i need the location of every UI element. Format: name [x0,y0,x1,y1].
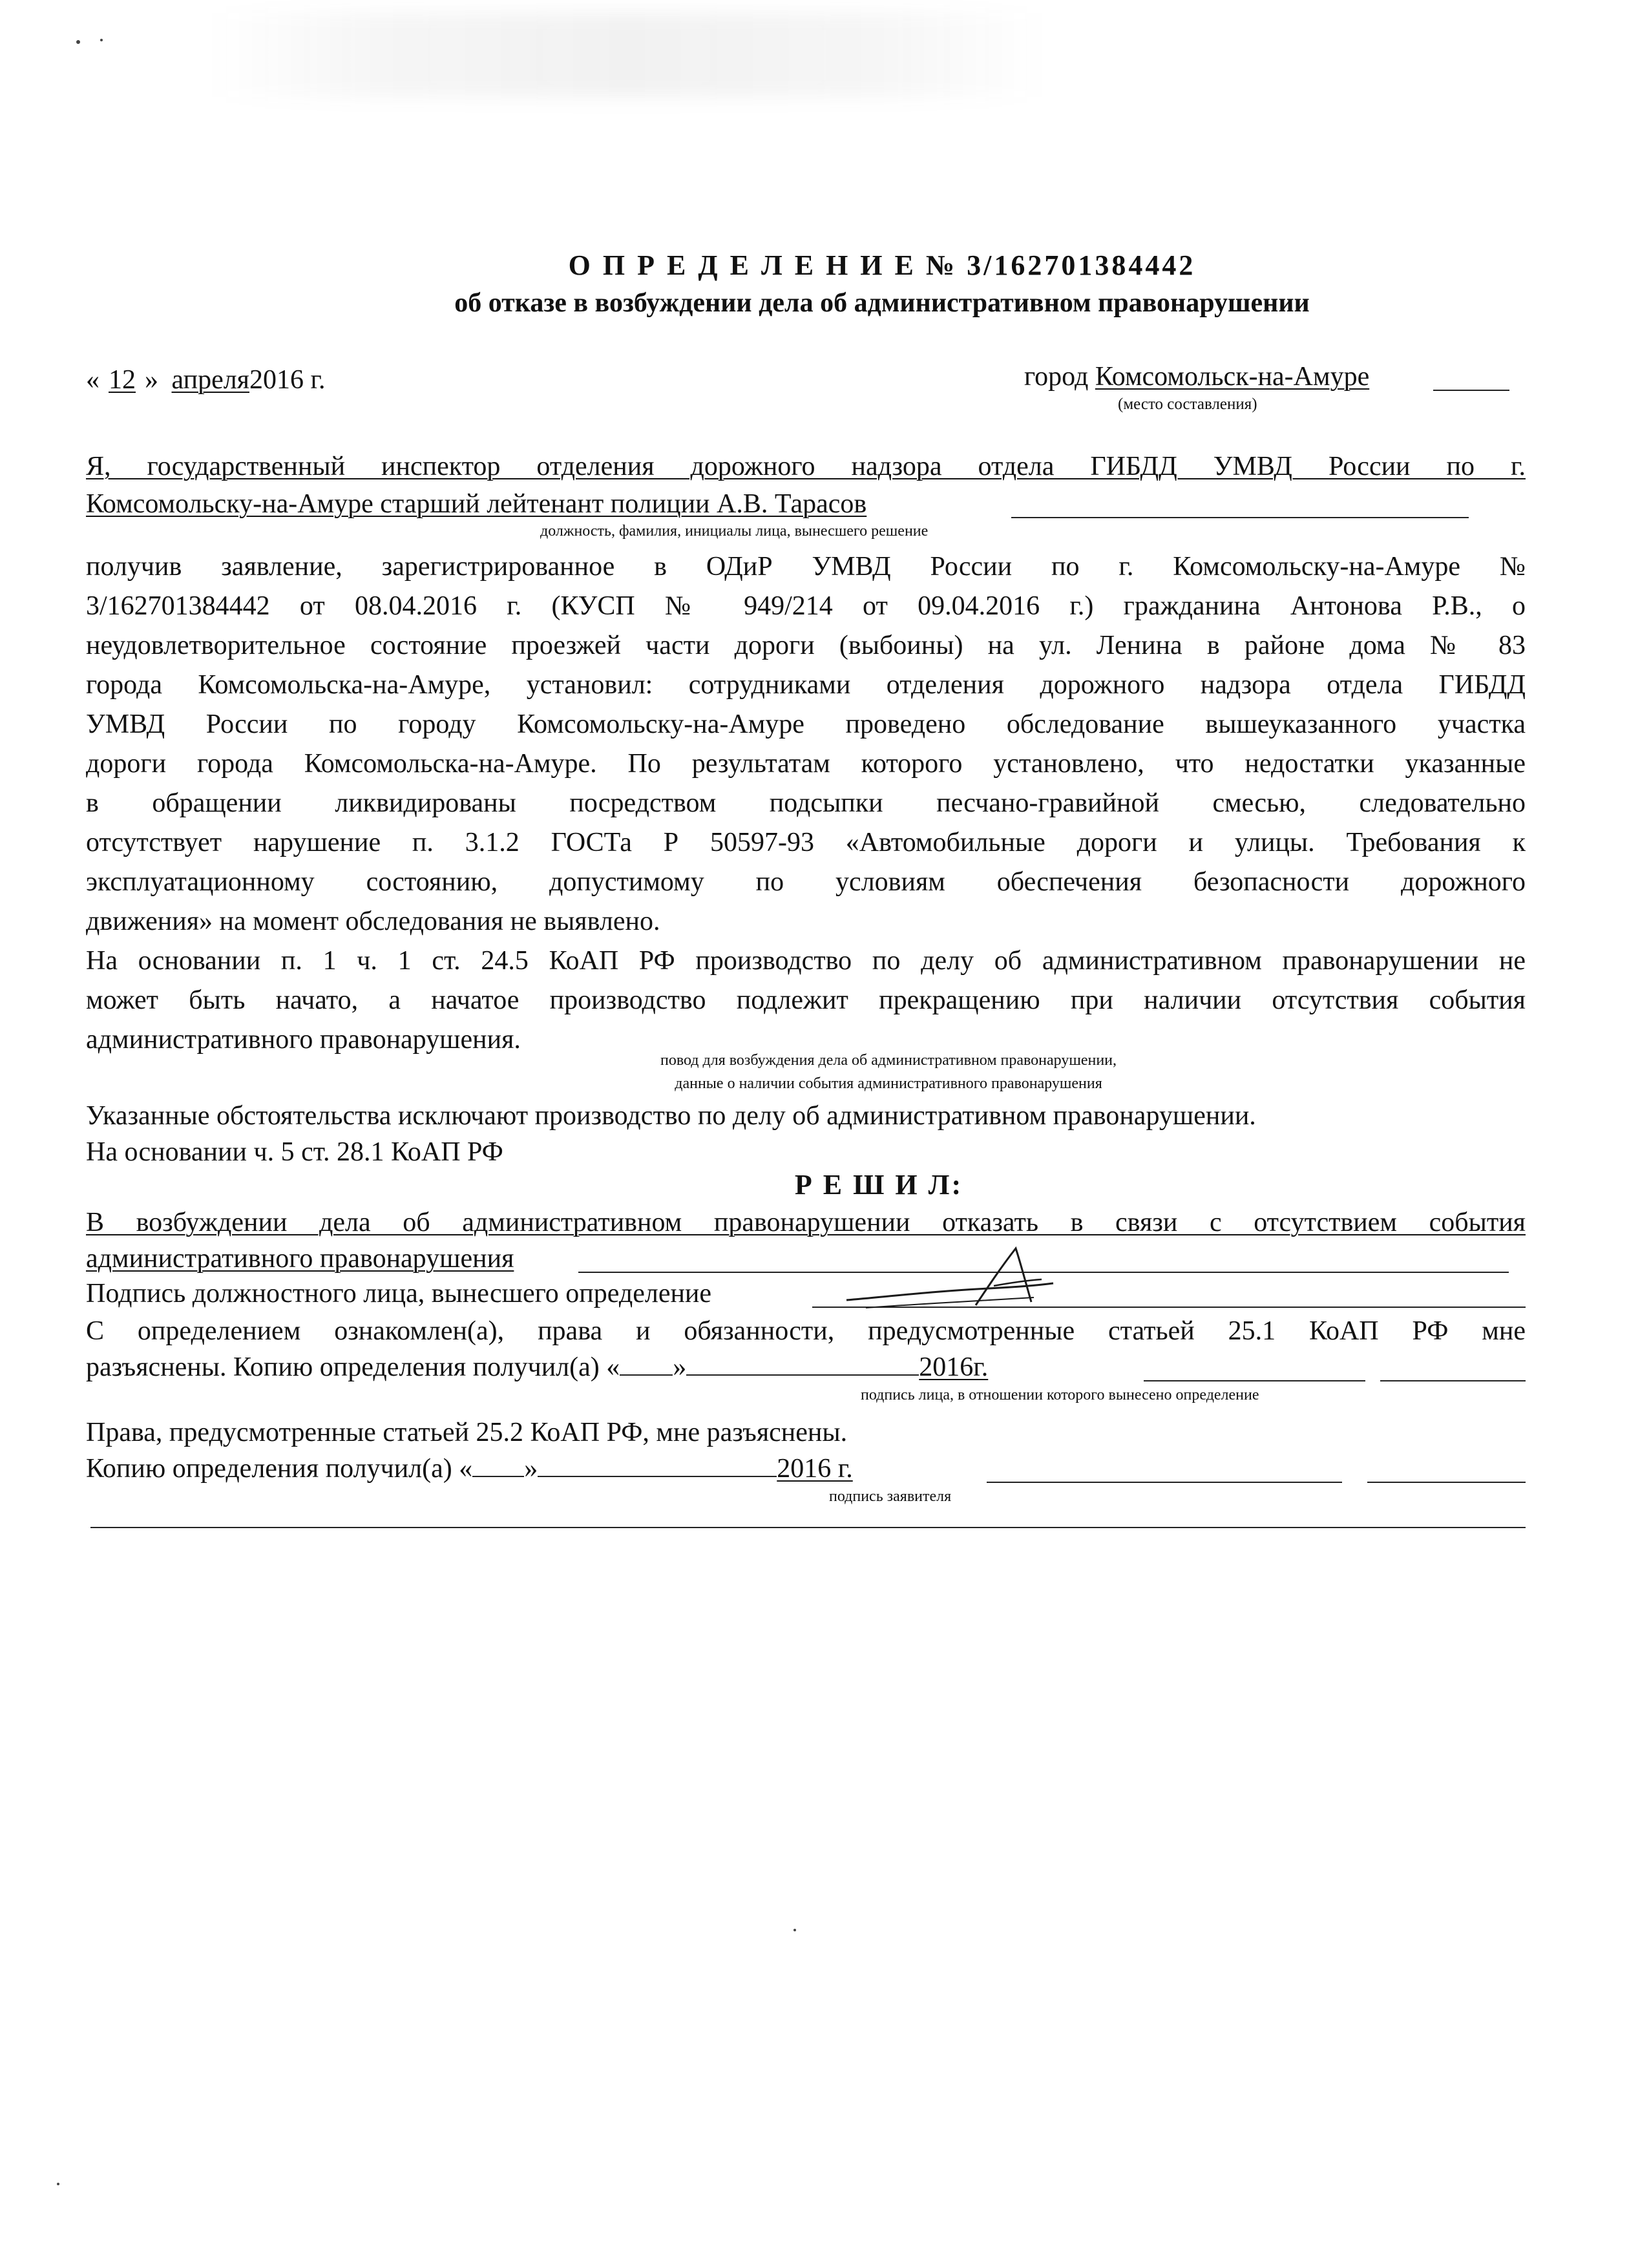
basis-line: На основании п. 1 ч. 1 ст. 24.5 КоАП РФ производство по делу об административном правонарушении не [86,946,1526,976]
document-subtitle: об отказе в возбуждении дела об административном правонарушении [454,288,1310,318]
ack-line-1: С определением ознакомлен(а), права и обязанности, предусмотренные статьей 25.1 КоАП РФ мне [86,1316,1526,1346]
copy-caption: подпись заявителя [829,1488,952,1505]
body-line: получив заявление, зарегистрированное в ОДиР УМВД России по г. Комсомольску-на-Амуре № [86,552,1526,582]
ack-close-quote: » [673,1352,687,1382]
date-line [86,361,325,400]
basis-28-line: На основании ч. 5 ст. 28.1 КоАП РФ [86,1137,503,1167]
scan-speck [76,40,80,44]
decision-line-1: В возбуждении дела об административном правонарушении отказать в связи с отсутствием события [86,1208,1526,1237]
date-year: 2016 г. [249,365,326,395]
officer-line-2: Комсомольску-на-Амуре старший лейтенант полиции А.В. Тарасов [86,489,867,519]
copy-year: 2016 г. [777,1454,853,1484]
basis-line: может быть начато, а начатое производство подлежит прекращению при наличии отсутствия события [86,985,1526,1015]
decided-heading: Р Е Ш И Л: [794,1169,963,1201]
copy-month-blank [538,1454,777,1477]
place-city: Комсомольск-на-Амуре [1095,362,1370,392]
ack-blank-2 [1187,1380,1365,1381]
scan-smudge [207,13,1047,97]
ack-day-blank [620,1352,673,1376]
reason-caption-1: повод для возбуждения дела об административном правонарушении, [660,1052,1117,1069]
ack-blank-1 [1144,1380,1192,1381]
ack-caption: подпись лица, в отношении которого вынесено определение [861,1387,1259,1403]
basis-line: административного правонарушения. [86,1025,521,1055]
ack-blank-3 [1380,1380,1526,1381]
body-line: УМВД России по городу Комсомольску-на-Амуре проведено обследование вышеуказанного участка [86,709,1526,739]
place-caption: (место составления) [1118,395,1257,413]
rights-line: Права, предусмотренные статьей 25.2 КоАП РФ, мне разъяснены. [86,1418,848,1447]
reason-caption-2: данные о наличии события административного правонарушения [675,1075,1102,1092]
body-line: в обращении ликвидированы посредством подсыпки песчано-гравийной смесью, следовательно [86,788,1526,818]
body-line: города Комсомольска-на-Амуре, установил: сотрудниками отделения дорожного надзора отдела ГИБДД [86,670,1526,700]
scan-speck [100,39,103,41]
body-line: неудовлетворительное состояние проезжей части дороги (выбоины) на ул. Ленина в районе дома № 83 [86,631,1526,660]
date-close-quote: » [145,365,158,395]
date-open-quote: « [86,365,100,395]
scan-speck [793,1929,796,1931]
copy-blank-1 [987,1482,1342,1483]
scan-speck [57,2183,59,2185]
ack-line-2-text: разъяснены. Копию определения получил(а) « [86,1352,620,1382]
copy-line-text: Копию определения получил(а) « [86,1454,473,1484]
body-line: движения» на момент обследования не выявлено. [86,907,660,936]
body-line: эксплуатационному состоянию, допустимому по условиям обеспечения безопасности дорожного [86,867,1526,897]
copy-line [86,1449,853,1489]
ack-line-2 [86,1348,988,1387]
date-month: апреля [171,365,249,395]
signature-label: Подпись должностного лица, вынесшего определение [86,1279,712,1308]
date-day: 12 [109,365,136,395]
document-title: О П Р Е Д Е Л Е Н И Е № 3/162701384442 [568,249,1196,281]
officer-line-1: Я, государственный инспектор отделения дорожного надзора отдела ГИБДД УМВД России по г. [86,452,1526,481]
body-paragraph [86,547,1526,1060]
circumstances-line: Указанные обстоятельства исключают производство по делу об административном правонарушении. [86,1101,1256,1131]
copy-close-quote: » [524,1454,538,1484]
body-line: дороги города Комсомольска-на-Амуре. По результатам которого установлено, что недостатки указанные [86,749,1526,779]
place-blank-line [1433,390,1509,391]
copy-day-blank [472,1454,524,1477]
officer-caption: должность, фамилия, инициалы лица, вынесшего решение [540,523,929,540]
final-line [90,1527,1526,1528]
officer-signature [840,1241,1086,1318]
body-line: 3/162701384442 от 08.04.2016 г. (КУСП № 949/214 от 09.04.2016 г.) гражданина Антонова Р.В., о [86,591,1526,621]
place-prefix: город [1024,362,1089,392]
ack-month-blank [686,1352,919,1376]
ack-year: 2016г. [919,1352,989,1382]
copy-blank-2 [1367,1482,1526,1483]
body-line: отсутствует нарушение п. 3.1.2 ГОСТа Р 50597-93 «Автомобильные дороги и улицы. Требования к [86,828,1526,857]
decision-line-2: административного правонарушения [86,1244,514,1274]
place-line [1024,357,1369,397]
officer-blank-line [1011,517,1469,518]
